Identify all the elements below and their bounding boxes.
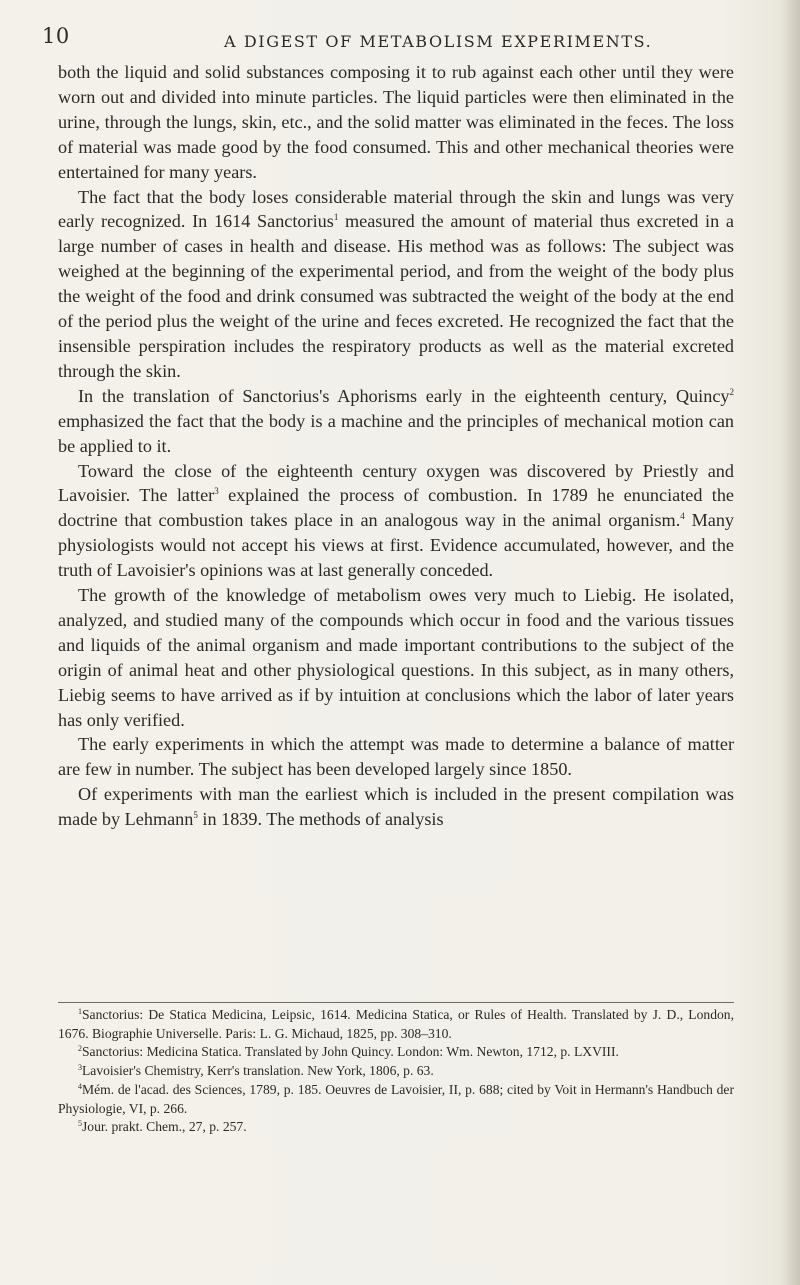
paragraph-text: In the translation of Sanctorius's Aphorisms early in the eighteenth century, Quincy bbox=[78, 385, 730, 406]
footnote-marker: 1 bbox=[333, 212, 339, 223]
paragraph-text: explained the process of combustion. In 1789 he enunciated the doctrine that combustion takes place in an analogous way in the animal organism. bbox=[58, 485, 734, 531]
paragraph-text: emphasized the fact that the body is a machine and the principles of mechanical motion can be applied to it. bbox=[58, 410, 734, 456]
paragraph-text: Of experiments with man the earliest which is included in the present compilation was made by Lehmann bbox=[58, 784, 734, 830]
footnote bbox=[58, 1043, 734, 1062]
footnote bbox=[58, 1006, 734, 1043]
paragraph-text: The fact that the body loses considerable material through the skin and lungs was very early recognized. In 1614 Sanctorius bbox=[58, 186, 734, 232]
page-header bbox=[42, 22, 742, 52]
paragraph bbox=[58, 384, 734, 459]
body-text bbox=[58, 60, 734, 832]
footnote-number: 4 bbox=[78, 1081, 82, 1091]
paragraph bbox=[58, 60, 734, 185]
footnote-text: Sanctorius: De Statica Medicina, Leipsic, 1614. Medicina Statica, or Rules of Health. Translated by J. D., London, 1676. Biographie Universelle. Paris: L. G. Michaud, 1825, pp. 308–310. bbox=[58, 1007, 734, 1041]
footnote-number: 2 bbox=[78, 1044, 82, 1054]
footnote bbox=[58, 1081, 734, 1118]
paragraph bbox=[58, 732, 734, 782]
running-head: A DIGEST OF METABOLISM EXPERIMENTS. bbox=[224, 32, 653, 51]
footnotes bbox=[58, 1006, 734, 1137]
paragraph bbox=[58, 185, 734, 384]
paragraph-text: Toward the close of the eighteenth century oxygen was discovered by Priestly and Lavoisier. The latter bbox=[58, 460, 734, 506]
page-edge-shadow bbox=[782, 0, 800, 1285]
footnote-text: Jour. prakt. Chem., 27, p. 257. bbox=[82, 1119, 247, 1135]
footnote-number: 5 bbox=[78, 1119, 82, 1129]
footnote-marker: 2 bbox=[729, 386, 734, 397]
footnote bbox=[58, 1062, 734, 1081]
paragraph-text: Many physiologists would not accept his views at first. Evidence accumulated, however, and the truth of Lavoisier's opinions was at last generally conceded. bbox=[58, 510, 735, 581]
paragraph bbox=[58, 459, 734, 584]
paragraph-text: both the liquid and solid substances composing it to rub against each other until they were worn out and divided into minute particles. The liquid particles were then eliminated in the urine, through the lungs, skin, etc., and the solid matter was eliminated in the feces. The loss of material was made good by the food consumed. This and other mechanical theories were entertained for many years. bbox=[58, 62, 734, 182]
footnote-marker: 5 bbox=[193, 810, 198, 821]
footnote-number: 3 bbox=[78, 1063, 82, 1073]
paragraph-text: in 1839. The methods of analysis bbox=[197, 809, 444, 830]
paragraph bbox=[58, 583, 734, 732]
footnote bbox=[58, 1118, 734, 1137]
footnote-text: Sanctorius: Medicina Statica. Translated by John Quincy. London: Wm. Newton, 1712, p. LXVIII. bbox=[82, 1044, 619, 1060]
footnote-text: Mém. de l'acad. des Sciences, 1789, p. 185. Oeuvres de Lavoisier, II, p. 688; cited by Voit in Hermann's Handbuch der Physiologie, VI, p. 266. bbox=[58, 1081, 734, 1116]
page-number: 10 bbox=[42, 24, 70, 48]
footnote-marker: 4 bbox=[680, 511, 685, 522]
footnote-divider bbox=[58, 1002, 734, 1003]
paragraph-text: The growth of the knowledge of metabolism owes very much to Liebig. He isolated, analyzed, and studied many of the compounds which occur in food and the various tissues and liquids of the animal organism and made important contributions to the subject of the origin of animal heat and other physiological questions. In this subject, as in many others, Liebig seems to have arrived as if by intuition at conclusions which the labor of later years has only verified. bbox=[58, 585, 734, 730]
paragraph-text: measured the amount of material thus excreted in a large number of cases in health and disease. His method was as follows: The subject was weighed at the beginning of the experimental period, and from the weight of the body plus the weight of the food and drink consumed was subtracted the weight of the body at the end of the period plus the weight of the urine and feces excreted. He recognized the fact that the insensible perspiration includes the respiratory products as well as the material excreted through the skin. bbox=[58, 211, 734, 381]
paragraph-text: The early experiments in which the attempt was made to determine a balance of matter are few in number. The subject has been developed largely since 1850. bbox=[58, 734, 734, 780]
paragraph bbox=[58, 782, 734, 832]
footnote-text: Lavoisier's Chemistry, Kerr's translation. New York, 1806, p. 63. bbox=[82, 1063, 434, 1079]
footnote-marker: 3 bbox=[214, 486, 219, 497]
footnote-number: 1 bbox=[78, 1007, 82, 1016]
